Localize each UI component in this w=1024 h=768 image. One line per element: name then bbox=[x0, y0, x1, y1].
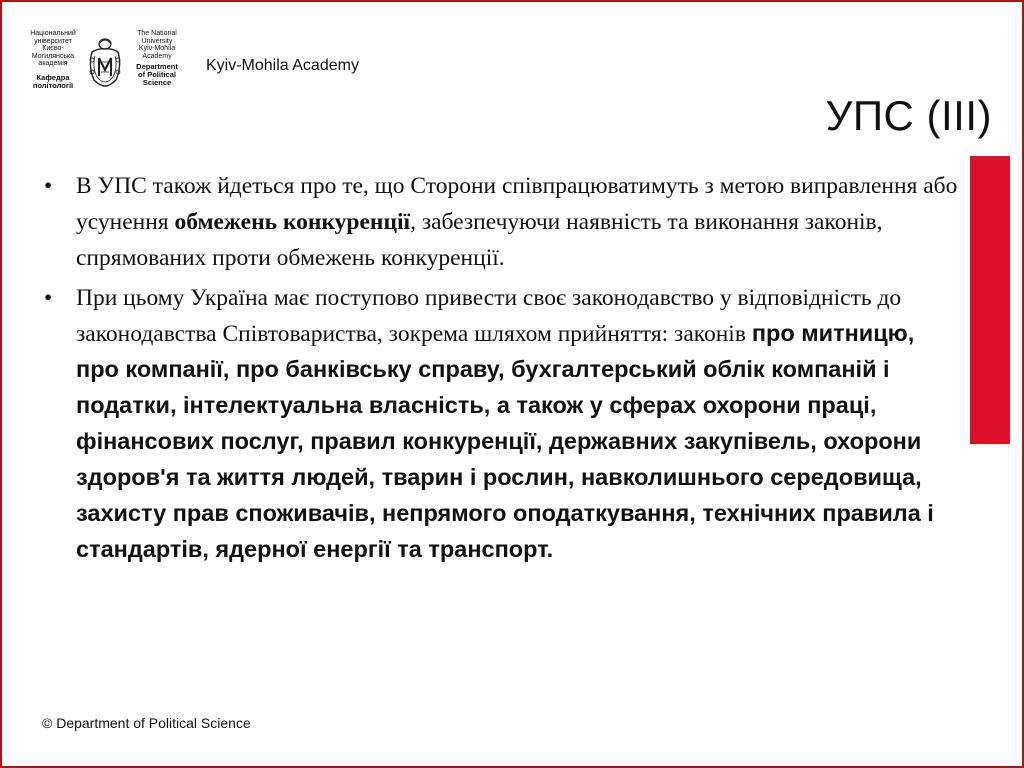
logo-ua-line: університет bbox=[34, 37, 72, 45]
logo-ua-line: Києво- bbox=[42, 45, 64, 52]
bullet-list bbox=[44, 168, 962, 568]
bullet-icon: • bbox=[44, 173, 53, 199]
bullet-text: В УПС також йдеться про те, що Сторони співпрацюватимуть з метою виправлення або усунення bbox=[76, 173, 958, 235]
logo-ua-line: академія bbox=[38, 60, 68, 67]
bullet-text-tail: , забезпечуючи наявність та виконання законів, спрямованих проти обмежень конкуренції. bbox=[76, 209, 883, 271]
logo-english-text bbox=[128, 30, 186, 87]
bullet-icon: • bbox=[44, 285, 53, 311]
slide-title: УПС (ІІІ) bbox=[825, 92, 992, 139]
accent-bar bbox=[970, 156, 1010, 444]
bullet-item bbox=[44, 280, 962, 568]
logo-en-department: Department of Political Science bbox=[136, 62, 178, 87]
logo-ua-department: Кафедра політології bbox=[32, 72, 74, 90]
bullet-text: При цьому Україна має поступово привести своє законодавство у відповідність до законодавства Співтовариства, зокрема шляхом прийняття: законів bbox=[76, 285, 902, 347]
logo-ukrainian-text bbox=[24, 30, 82, 90]
logo-en-line: University bbox=[141, 37, 173, 45]
bullet-bold-text: про митницю, про компанії, про банківську справу, бухгалтерський облік компаній і податки, інтелектуальна власність, а також у сферах охорони праці, фінансових послуг, правил конкуренції, державних закупівель, охорони здоров'я та життя людей, тварин і рослин, навколишнього середовища, захисту прав споживачів, непрямого оподаткування, технічних правила і стандартів, ядерної енергії та транспорт. bbox=[76, 320, 934, 562]
bullet-bold-text: обмежень конкуренції bbox=[174, 209, 411, 235]
logo-en-line: The National bbox=[137, 30, 177, 37]
academy-name: Kyiv-Mohila Academy bbox=[206, 57, 359, 74]
logo-en-line: Academy bbox=[142, 52, 172, 60]
university-emblem-icon bbox=[86, 36, 124, 88]
logo-ua-line: Національний bbox=[30, 30, 76, 37]
footer-copyright: © Department of Political Science bbox=[42, 715, 251, 731]
logo-ua-line: Могилянська bbox=[31, 52, 75, 60]
university-logo bbox=[24, 30, 184, 90]
bullet-item bbox=[44, 168, 962, 276]
logo-en-line: Kyiv-Mohila bbox=[138, 45, 176, 52]
